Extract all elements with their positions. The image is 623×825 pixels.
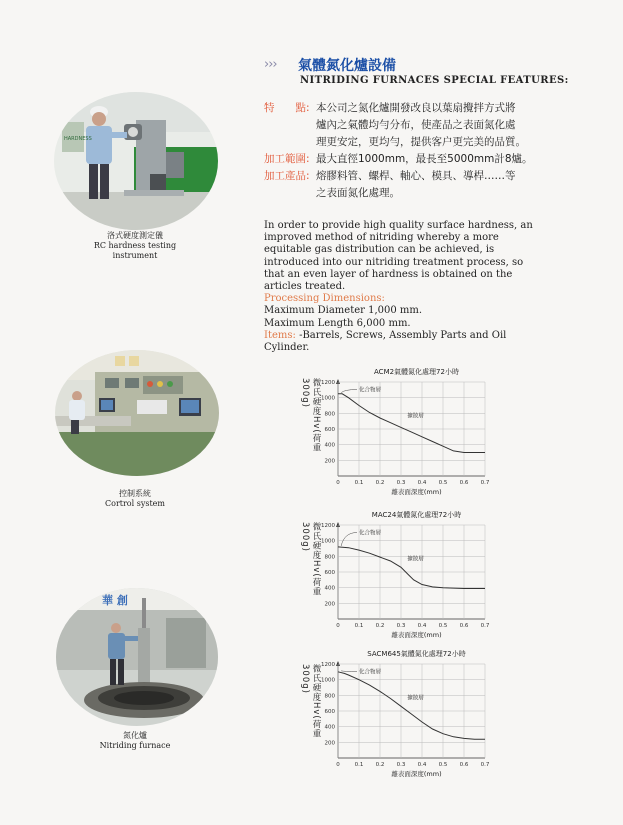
dimensions-label: Processing Dimensions: xyxy=(264,293,385,305)
y-tick-label: 600 xyxy=(324,427,335,433)
x-tick-label: 0.4 xyxy=(417,623,427,629)
annotation-diffusion-layer: 擴散層 xyxy=(407,556,424,563)
y-tick-label: 400 xyxy=(324,442,335,449)
x-tick-label: 0.7 xyxy=(480,762,490,768)
spec-line: 理更安定，更均勻，提供客户更完美的品質。 xyxy=(316,136,526,148)
spec-line: 之表面氮化處理。 xyxy=(316,187,400,199)
max-length: Maximum Length 6,000 mm. xyxy=(264,317,411,329)
hardness-curve xyxy=(338,547,485,589)
intro-paragraph: In order to provide high quality surface hardness, an improved method of nitriding whereby a more equitable gas distribution can be achieved, is introduced into our nitriding treatment process, so that an even layer of hardness is obtained on the articles treated. xyxy=(264,220,533,293)
x-tick-label: 0.2 xyxy=(375,480,385,486)
y-tick-label: 1000 xyxy=(321,538,335,545)
annotation-diffusion-layer: 擴散層 xyxy=(407,413,424,420)
annotation-leader xyxy=(341,671,357,672)
spec-block-chinese xyxy=(264,100,584,202)
english-description xyxy=(264,220,536,354)
annotation-diffusion-layer: 擴散層 xyxy=(407,695,424,702)
chart-title: SACM645氣體氮化處理72小時 xyxy=(367,650,466,658)
y-tick-label: 800 xyxy=(324,554,335,561)
y-tick-label: 1000 xyxy=(321,677,335,684)
sign-text: HARDNESS xyxy=(64,136,92,142)
x-tick-label: 0.4 xyxy=(417,762,427,768)
chart-ylabel: 微氏硬度Hv(荷重300g) xyxy=(300,522,321,597)
y-tick-label: 400 xyxy=(324,585,335,592)
y-tick-label: 400 xyxy=(324,724,335,731)
caption-en: instrument xyxy=(112,251,158,260)
title-chinese: 氣體氮化爐設備 xyxy=(298,58,396,74)
chart-acm2 xyxy=(313,364,503,500)
x-axis-label: 離表面深度(mm) xyxy=(391,631,442,639)
chart-ylabel: 微氏硬度Hv(荷重300g) xyxy=(300,664,321,739)
x-tick-label: 0.5 xyxy=(438,480,448,486)
photo-control-system xyxy=(55,350,219,476)
caption-furnace xyxy=(80,731,190,751)
spec-label: 特 點: xyxy=(264,102,310,114)
y-tick-label: 800 xyxy=(324,693,335,700)
y-tick-label: 200 xyxy=(324,740,335,747)
spec-line: 熔膠料管、螺桿、軸心、模具、導桿……等 xyxy=(316,170,516,182)
spec-line: 本公司之氮化爐開發改良以葉扇攪拌方式將 xyxy=(316,102,516,114)
chart-title: ACM2氣體氮化處理72小時 xyxy=(374,368,459,376)
hardness-curve xyxy=(338,394,485,453)
x-tick-label: 0.6 xyxy=(459,480,469,486)
x-tick-label: 0.3 xyxy=(396,480,406,486)
y-tick-label: 1200 xyxy=(321,523,335,529)
caption-zh: 洛式硬度測定儀 xyxy=(107,231,163,240)
y-tick-label: 1200 xyxy=(321,662,335,668)
header-chevrons: ››› xyxy=(264,57,277,72)
x-axis-label: 離表面深度(mm) xyxy=(391,770,442,778)
photo-nitriding-furnace xyxy=(56,588,218,726)
y-tick-label: 200 xyxy=(324,458,335,465)
annotation-leader xyxy=(341,390,357,393)
y-tick-label: 600 xyxy=(324,570,335,576)
chart-title: MAC24氣體氮化處理72小時 xyxy=(371,511,462,519)
x-tick-label: 0.7 xyxy=(480,623,490,629)
y-tick-label: 200 xyxy=(324,601,335,608)
items-label: Items: xyxy=(264,329,296,341)
spec-label: 加工產品: xyxy=(264,170,310,182)
spec-line: 最大直徑1000mm，最長至5000mm計8爐。 xyxy=(316,153,533,165)
chart-sacm645 xyxy=(313,646,503,782)
x-tick-label: 0.3 xyxy=(396,623,406,629)
chart-ylabel: 微氏硬度Hv(荷重300g) xyxy=(300,378,321,453)
annotation-leader xyxy=(341,533,357,546)
caption-zh: 氮化爐 xyxy=(123,731,147,740)
items-text: -Barrels, Screws, Assembly Parts and Oil Cylinder. xyxy=(264,329,507,354)
x-tick-label: 0.6 xyxy=(459,623,469,629)
caption-en: RC hardness testing xyxy=(93,241,177,250)
caption-en: Nitriding furnace xyxy=(99,741,171,750)
x-tick-label: 0.6 xyxy=(459,762,469,768)
x-tick-label: 0.1 xyxy=(354,762,364,768)
caption-control xyxy=(80,489,190,509)
x-tick-label: 0 xyxy=(336,480,340,486)
y-tick-label: 800 xyxy=(324,411,335,418)
x-tick-label: 0.5 xyxy=(438,623,448,629)
x-tick-label: 0.1 xyxy=(354,623,364,629)
max-diameter: Maximum Diameter 1,000 mm. xyxy=(264,305,423,317)
x-tick-label: 0.3 xyxy=(396,762,406,768)
x-tick-label: 0 xyxy=(336,762,340,768)
x-tick-label: 0 xyxy=(336,623,340,629)
x-tick-label: 0.1 xyxy=(354,480,364,486)
y-tick-label: 1200 xyxy=(321,380,335,386)
spec-features xyxy=(264,100,584,151)
y-tick-label: 600 xyxy=(324,709,335,715)
spec-range xyxy=(264,151,584,168)
x-tick-label: 0.2 xyxy=(375,762,385,768)
annotation-compound-layer: 化合物層 xyxy=(359,669,382,676)
hardness-curve xyxy=(338,672,485,739)
title-english: NITRIDING FURNACES SPECIAL FEATURES: xyxy=(300,75,569,86)
photo-hardness-tester xyxy=(54,92,218,230)
caption-en: Cortrol system xyxy=(105,499,165,508)
spec-products xyxy=(264,168,584,202)
annotation-compound-layer: 化合物層 xyxy=(359,530,382,537)
x-tick-label: 0.2 xyxy=(375,623,385,629)
x-tick-label: 0.7 xyxy=(480,480,490,486)
x-tick-label: 0.5 xyxy=(438,762,448,768)
caption-zh: 控制系統 xyxy=(119,489,151,498)
y-tick-label: 1000 xyxy=(321,395,335,402)
spec-line: 爐內之氣體均勻分布，使產品之表面氮化處 xyxy=(316,119,516,131)
x-axis-label: 離表面深度(mm) xyxy=(391,488,442,496)
spec-label: 加工範圍: xyxy=(264,153,310,165)
caption-hardness xyxy=(80,231,190,261)
annotation-compound-layer: 化合物層 xyxy=(359,387,382,394)
furnace-sign: 華 創 xyxy=(102,594,128,607)
x-tick-label: 0.4 xyxy=(417,480,427,486)
chart-mac24 xyxy=(313,507,503,643)
